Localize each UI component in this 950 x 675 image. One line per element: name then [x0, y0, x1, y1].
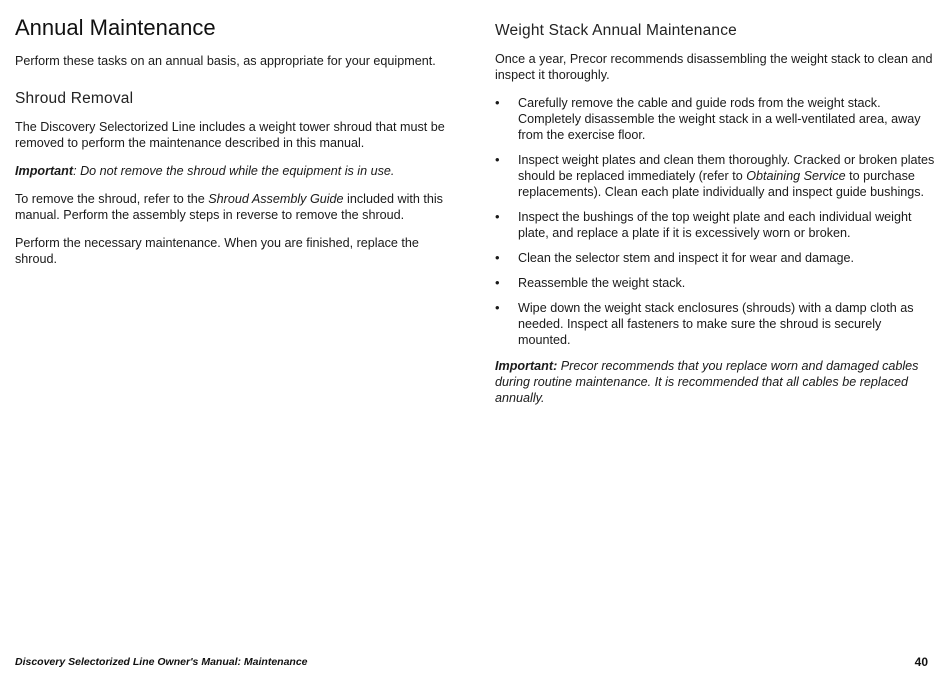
annual-intro: Perform these tasks on an annual basis, as appropriate for your equipment.	[15, 54, 436, 68]
list-item	[495, 300, 935, 348]
weight-stack-task-list	[495, 95, 935, 348]
list-item	[495, 95, 935, 143]
list-item-text-continued: to purchase replacements). Clean each plate individually and inspect guide bushings.	[518, 169, 925, 199]
list-item-text: Carefully remove the cable and guide rods from the weight stack. Completely disassemble the weight stack in a well-ventilated area, away from the exercise floor.	[518, 96, 921, 142]
list-item	[495, 275, 935, 291]
list-item-text: Clean the selector stem and inspect it for wear and damage.	[518, 251, 855, 265]
bullet-icon: •	[495, 275, 500, 290]
list-item-text: Inspect the bushings of the top weight plate and each individual weight plate, and replace a plate if it is excessively worn or broken.	[518, 210, 912, 240]
instructions-text: To remove the shroud, refer to the	[15, 192, 209, 206]
list-item	[495, 209, 935, 241]
weight-stack-intro: Once a year, Precor recommends disassembling the weight stack to clean and inspect it thoroughly.	[495, 52, 933, 82]
bullet-icon: •	[495, 152, 500, 167]
replace-shroud-instructions: Perform the necessary maintenance. When you are finished, replace the shroud.	[15, 236, 419, 266]
left-column	[15, 14, 455, 279]
list-item-text: Inspect weight plates and clean them thoroughly. Cracked or broken plates should be replaced immediately (refer to	[518, 153, 935, 183]
important-text: : Do not remove the shroud while the equipment is in use.	[73, 164, 395, 178]
list-item-text: Reassemble the weight stack.	[518, 276, 686, 290]
footer-title: Discovery Selectorized Line Owner's Manual: Maintenance	[15, 656, 308, 668]
bullet-icon: •	[495, 95, 500, 110]
shroud-removal-heading: Shroud Removal	[15, 90, 134, 107]
shroud-important-note	[15, 163, 455, 179]
list-item	[495, 152, 935, 200]
right-column	[495, 20, 935, 418]
shroud-assembly-guide-ref: Shroud Assembly Guide	[208, 192, 344, 206]
page-number: 40	[914, 655, 928, 669]
bullet-icon: •	[495, 250, 500, 265]
page-title: Annual Maintenance	[15, 15, 216, 40]
obtaining-service-ref: Obtaining Service	[746, 169, 846, 183]
important-text: Precor recommends that you replace worn and damaged cables during routine maintenance. It is recommended that all cables be replaced annually.	[495, 359, 919, 405]
list-item-text: Wipe down the weight stack enclosures (shrouds) with a damp cloth as needed. Inspect all fasteners to make sure the shroud is securely mounted.	[518, 301, 914, 347]
shroud-remove-instructions	[15, 191, 455, 223]
cables-important-note	[495, 358, 935, 406]
list-item	[495, 250, 935, 266]
shroud-description: The Discovery Selectorized Line includes a weight tower shroud that must be removed to perform the maintenance described in this manual.	[15, 120, 445, 150]
instructions-text-continued: included with this manual. Perform the assembly steps in reverse to remove the shroud.	[15, 192, 443, 222]
important-label: Important:	[495, 359, 558, 373]
bullet-icon: •	[495, 209, 500, 224]
bullet-icon: •	[495, 300, 500, 315]
weight-stack-heading: Weight Stack Annual Maintenance	[495, 22, 738, 39]
important-label: Important	[15, 164, 74, 178]
